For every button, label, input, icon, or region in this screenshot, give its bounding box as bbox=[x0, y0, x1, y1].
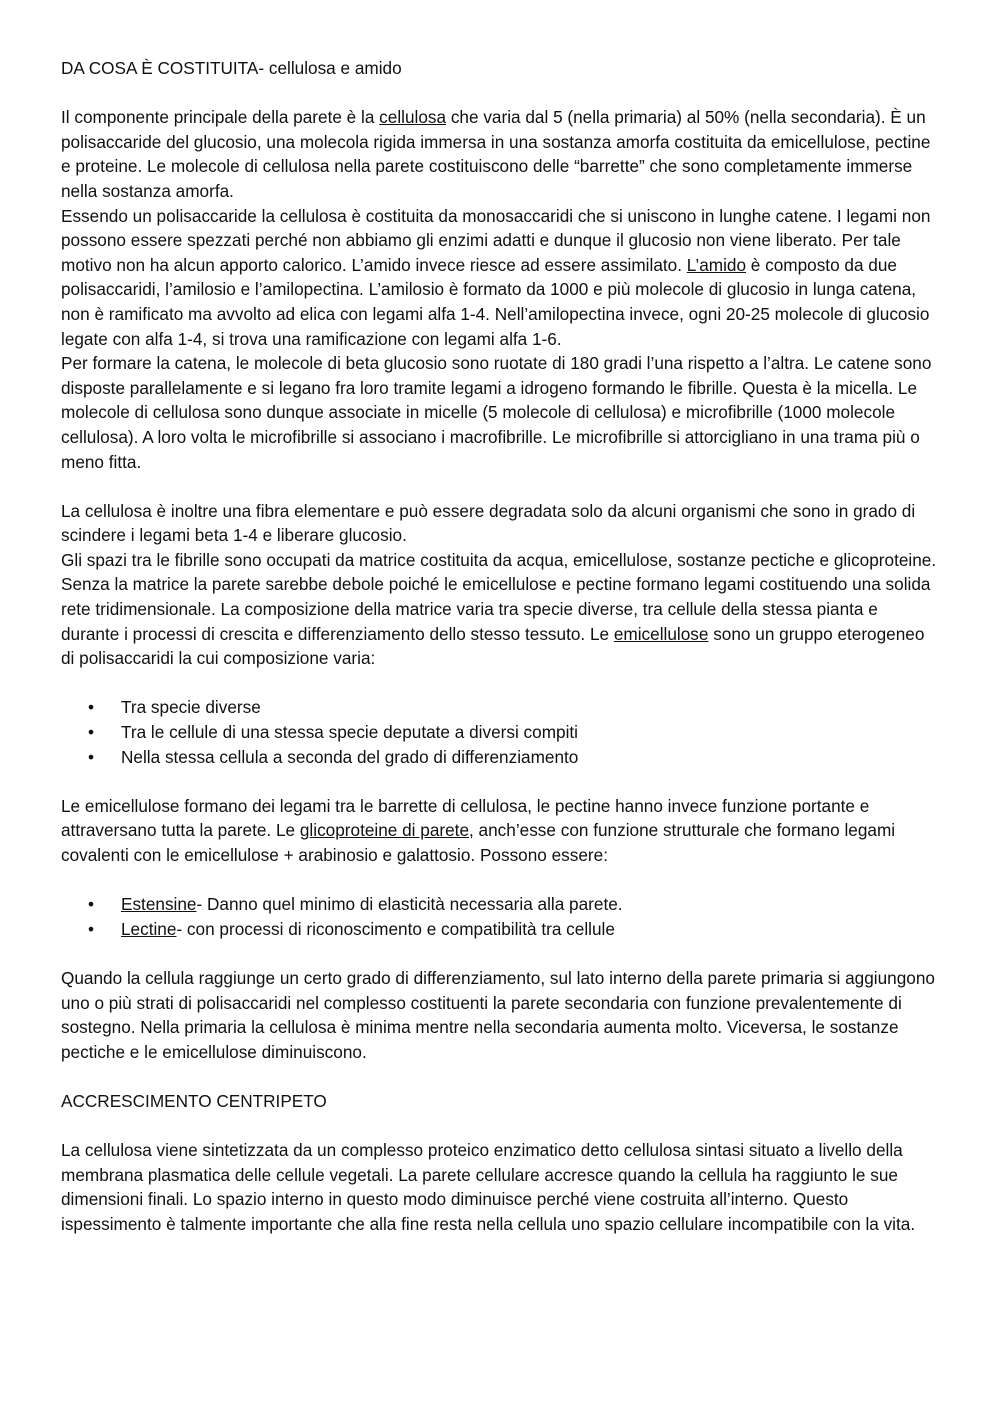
text-run: che varia dal 5 (nella primaria) al 50% (nella secondaria). È un polisaccaride del glucosio, una molecola rigida immersa in una sostanza amorfa costituita da emicellulose, pectine e proteine. Le molecole di cellulosa nella parete costituiscono delle “barrette” che sono completamente immerse nella sostanza amorfa. bbox=[61, 107, 931, 201]
spacer bbox=[61, 769, 940, 794]
spacer bbox=[61, 474, 940, 499]
paragraph-cellulose-synthase: La cellulosa viene sintetizzata da un complesso proteico enzimatico detto cellulosa sintasi situato a livello della membrana plasmatica delle cellule vegetali. La parete cellulare accresce quando la cellula ha raggiunto le sue dimensioni finali. Lo spazio interno in questo modo diminuisce perché viene costruita all’interno. Questo ispessimento è talmente importante che alla fine resta nella cellula uno spazio cellulare incompatibile con la vita. bbox=[61, 1140, 916, 1234]
list-item bbox=[61, 745, 940, 770]
text-run: Gli spazi tra le fibrille sono occupati da matrice costituita da acqua, emicellulose, sostanze pectiche e glicoproteine. Senza la matrice la parete sarebbe debole poiché le emicellulose e pectine formano legami costituendo una solida rete tridimensionale. La composizione della matrice varia tra specie diverse, tra cellule della stessa pianta e durante i processi di crescita e differenziamento dello stesso tessuto. Le bbox=[61, 549, 937, 644]
text-run: Essendo un polisaccaride la cellulosa è costituita da monosaccaridi che si uniscono in lunghe catene. I legami non possono essere spezzati perché non abbiamo gli enzimi adatti e dunque il glucosio non viene liberato. Per tale motivo non ha alcun apporto calorico. L’amido invece riesce ad essere assimilato. bbox=[61, 205, 931, 275]
spacer bbox=[61, 868, 940, 893]
underlined-term-lectine: Lectine bbox=[121, 918, 177, 939]
list-item bbox=[61, 695, 940, 720]
list-item-text: Nella stessa cellula a seconda del grado di differenziamento bbox=[121, 746, 579, 767]
bullet-icon: • bbox=[88, 722, 95, 743]
spacer bbox=[61, 671, 940, 696]
text-run: , anch’esse con funzione strutturale che formano legami covalenti con le emicellulose + arabinosio e galattosio. Possono essere: bbox=[61, 820, 896, 865]
underlined-term-cellulosa: cellulosa bbox=[379, 107, 447, 128]
bullet-icon: • bbox=[88, 697, 95, 718]
spacer bbox=[61, 81, 940, 106]
paragraph-elementary-fiber: La cellulosa è inoltre una fibra elementare e può essere degradata solo da alcuni organismi che sono in grado di scindere i legami beta 1-4 e liberare glucosio. bbox=[61, 500, 916, 546]
underlined-term-glicoproteine: glicoproteine di parete bbox=[299, 820, 469, 841]
text-run: è composto da due polisaccaridi, l’amilosio e l’amilopectina. L’amilosio è formato da 1000 e più molecole di glucosio in lunga catena, non è ramificato ma avvolto ad elica con legami alfa 1-4. Nell’amilopectina invece, ogni 20-25 molecole di glucosio legate con alfa 1-4, si trova una ramificazione con legami alfa 1-6. bbox=[61, 254, 930, 349]
underlined-term-amido: L’amido bbox=[686, 254, 747, 275]
bullet-list-glycoproteins bbox=[61, 892, 940, 941]
list-item-text: Tra specie diverse bbox=[121, 697, 261, 718]
paragraph-cellulose-intro bbox=[61, 105, 940, 203]
bullet-list-composition bbox=[61, 695, 940, 769]
list-item bbox=[61, 892, 940, 917]
text-run: Le emicellulose formano dei legami tra le barrette di cellulosa, le pectine hanno invece funzione portante e attraversano tutta la parete. Le bbox=[61, 795, 870, 841]
list-item bbox=[61, 917, 940, 942]
section-heading-composition: DA COSA È COSTITUITA- cellulosa e amido bbox=[61, 58, 402, 78]
spacer bbox=[61, 1114, 940, 1139]
underlined-term-estensine: Estensine bbox=[121, 894, 197, 915]
paragraph-matrix bbox=[61, 548, 940, 671]
bullet-icon: • bbox=[88, 894, 95, 915]
paragraph-polysaccharide bbox=[61, 204, 940, 352]
spacer bbox=[61, 1064, 940, 1089]
paragraph-hemicellulose-bonds bbox=[61, 794, 940, 868]
section-heading-centripetal-growth: ACCRESCIMENTO CENTRIPETO bbox=[61, 1090, 327, 1111]
paragraph-chain-formation: Per formare la catena, le molecole di beta glucosio sono ruotate di 180 gradi l’una rispetto a l’altra. Le catene sono disposte parallelamente e si legano fra loro tramite legami a idrogeno formando le fibrille. Questa è la micella. Le molecole di cellulosa sono dunque associate in micelle (5 molecole di cellulosa) e microfibrille (1000 molecole cellulosa). A loro volta le microfibrille si associano i macrofibrille. Le microfibrille si attorcigliano in una trama più o meno fitta. bbox=[61, 353, 932, 472]
list-item-text: - Danno quel minimo di elasticità necessaria alla parete. bbox=[196, 894, 623, 915]
spacer bbox=[61, 941, 940, 966]
list-item bbox=[61, 720, 940, 745]
bullet-icon: • bbox=[88, 918, 95, 939]
text-run: Il componente principale della parete è la bbox=[61, 107, 380, 128]
underlined-term-emicellulose: emicellulose bbox=[613, 623, 709, 644]
paragraph-secondary-wall: Quando la cellula raggiunge un certo grado di differenziamento, sul lato interno della parete primaria si aggiungono uno o più strati di polisaccaridi nel complesso costituenti la parete secondaria con funzione prevalentemente di sostegno. Nella primaria la cellulosa è minima mentre nella secondaria aumenta molto. Viceversa, le sostanze pectiche e le emicellulose diminuiscono. bbox=[61, 967, 935, 1062]
text-run: sono un gruppo eterogeneo di polisaccaridi la cui composizione varia: bbox=[61, 623, 925, 669]
list-item-text: - con processi di riconoscimento e compatibilità tra cellule bbox=[176, 918, 615, 939]
list-item-text: Tra le cellule di una stessa specie deputate a diversi compiti bbox=[121, 722, 578, 743]
bullet-icon: • bbox=[88, 746, 95, 767]
